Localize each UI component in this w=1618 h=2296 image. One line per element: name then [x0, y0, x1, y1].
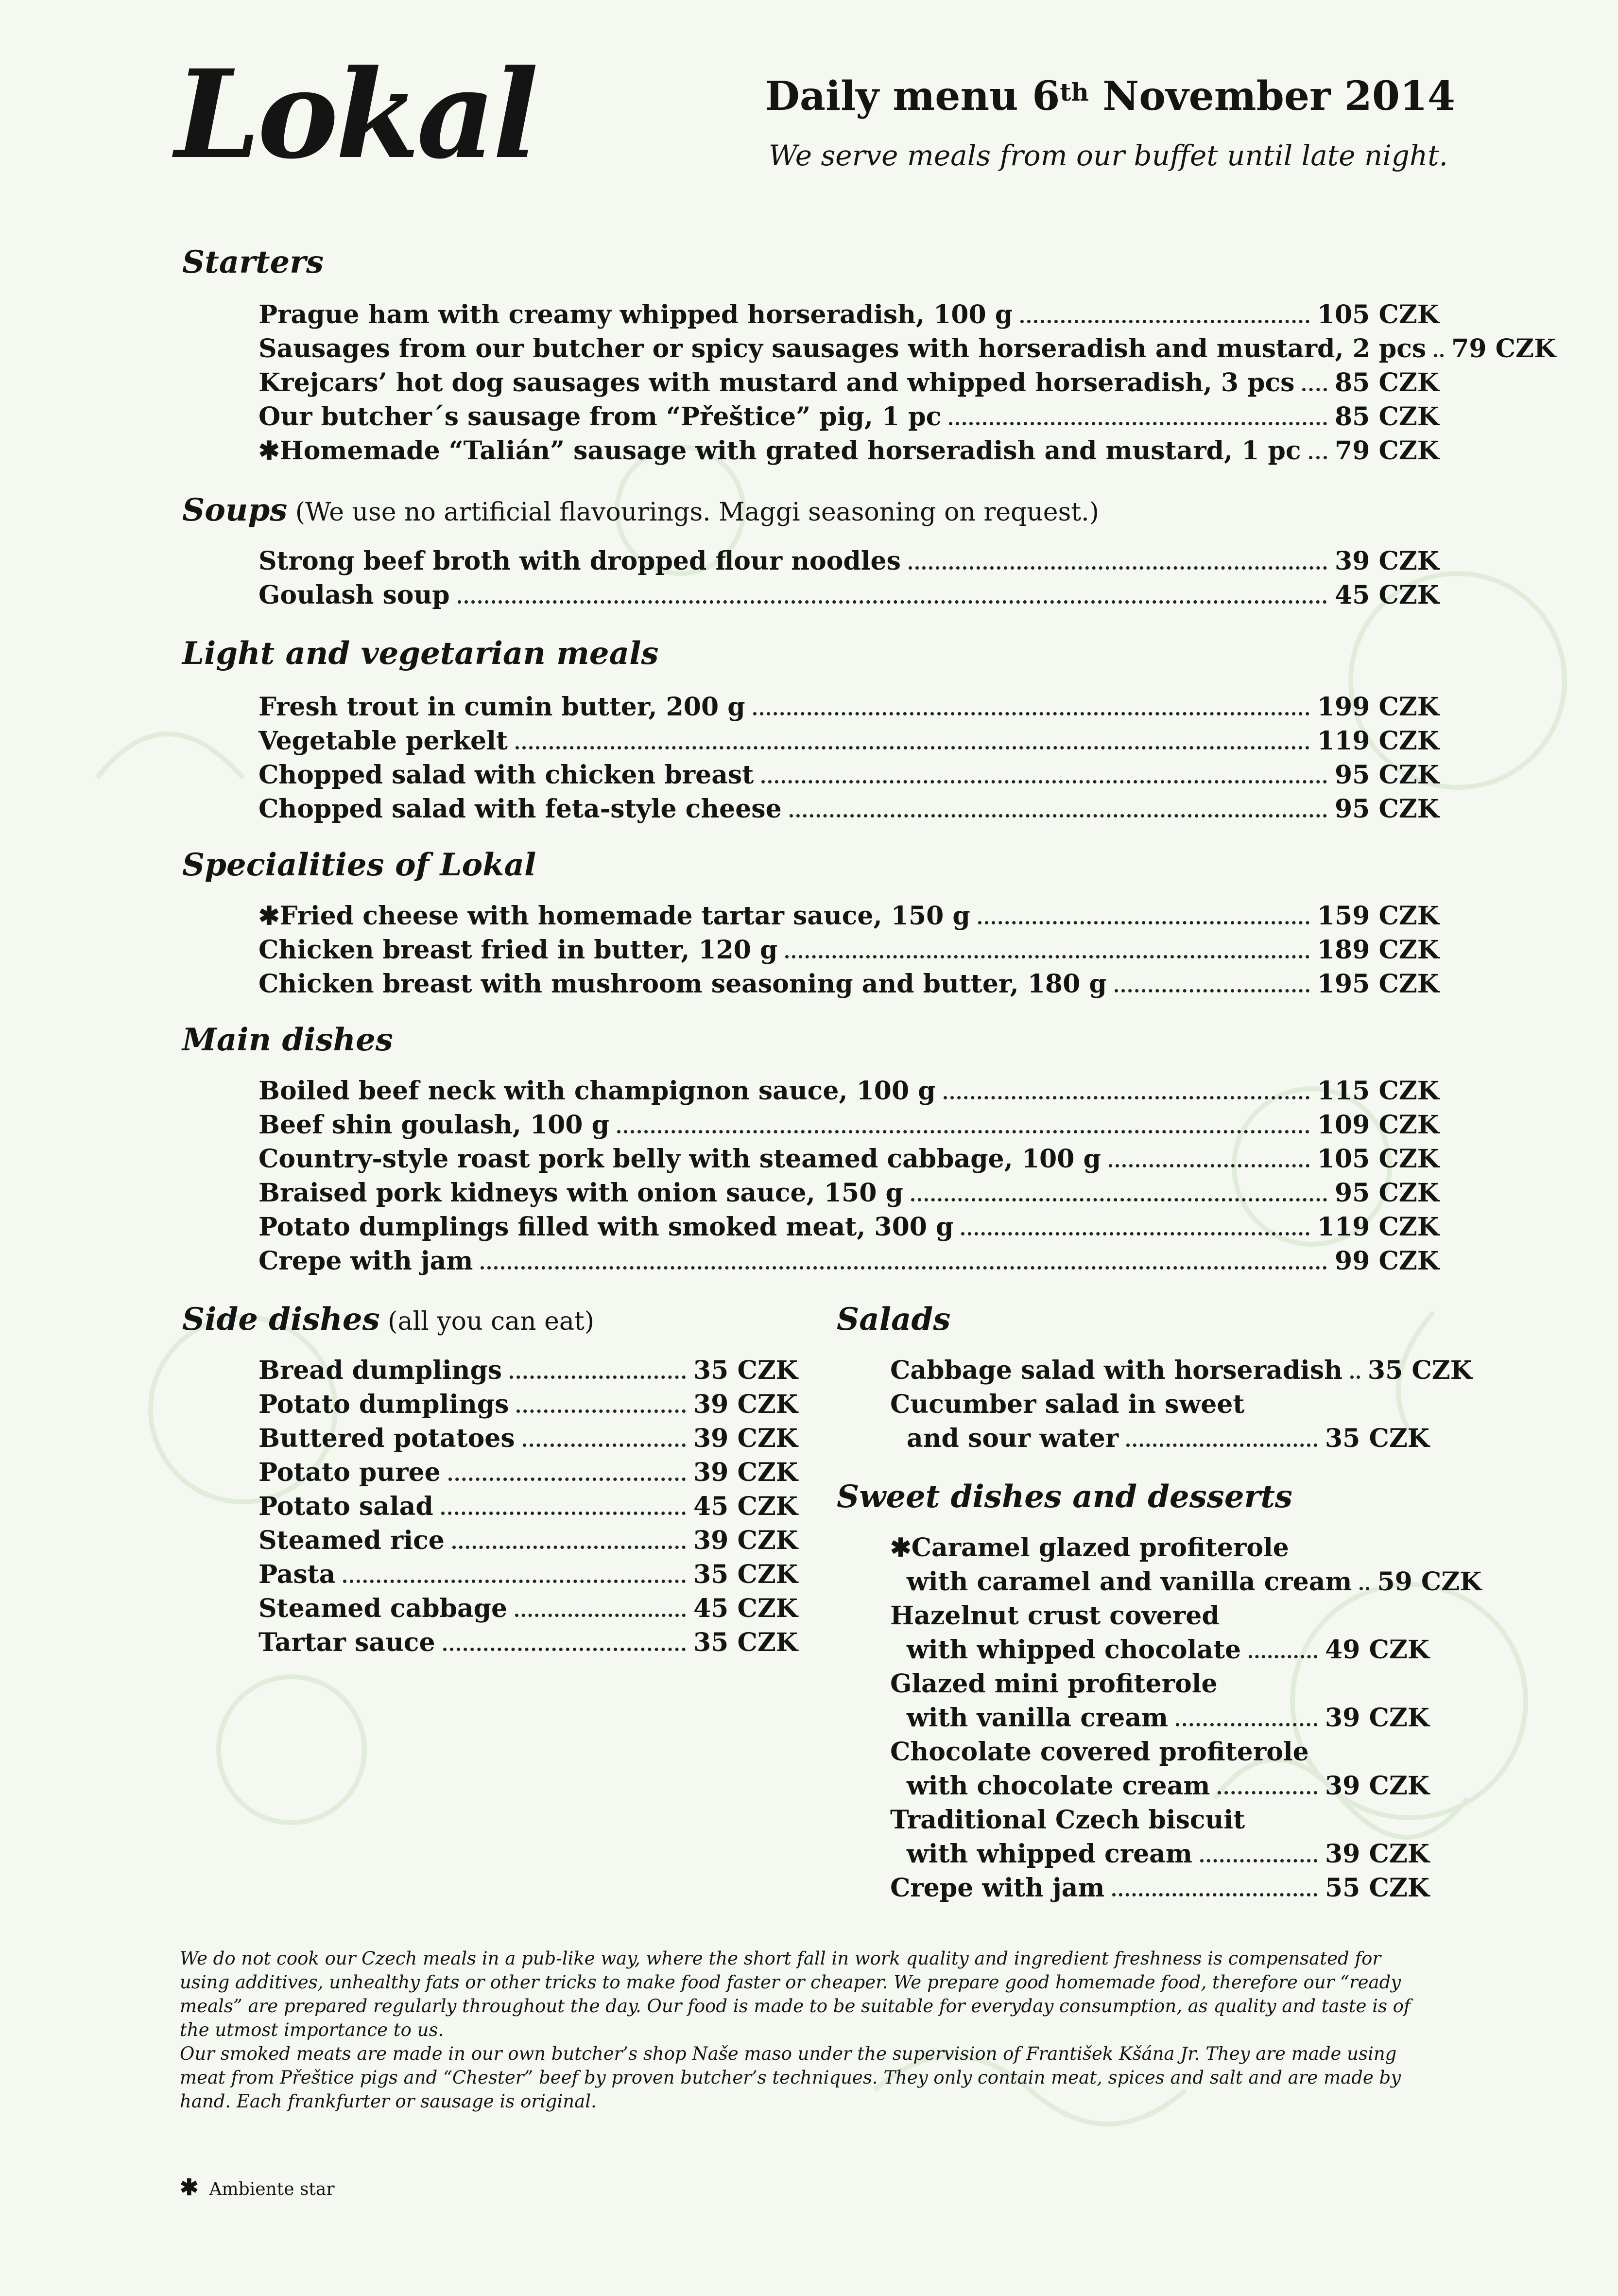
- item-price: 195 CZK: [1317, 969, 1439, 999]
- item-price: 119 CZK: [1317, 726, 1439, 756]
- dot-leader: [1112, 1893, 1317, 1896]
- menu-item: [258, 1388, 798, 1422]
- legend-text: Ambiente star: [209, 2179, 335, 2199]
- menu-item: [258, 792, 1439, 826]
- item-price: 35 CZK: [693, 1356, 798, 1385]
- dot-leader: [1200, 1859, 1317, 1862]
- item-name: Sausages from our butcher or spicy sausages with horseradish and mustard, 2 pcs: [258, 334, 1427, 364]
- item-name: Crepe with jam: [258, 1246, 473, 1276]
- menu-subtitle: We serve meals from our buffet until late night.: [768, 139, 1448, 172]
- item-name: Potato salad: [258, 1492, 433, 1521]
- item-name: Vegetable perkelt: [258, 726, 508, 756]
- dot-leader: [515, 1614, 686, 1617]
- item-price: 95 CZK: [1334, 760, 1439, 790]
- menu-item: [258, 298, 1439, 332]
- item-name: ✱Homemade “Talián” sausage with grated horseradish and mustard, 1 pc: [258, 436, 1301, 466]
- item-name: Steamed cabbage: [258, 1594, 508, 1623]
- item-price: 39 CZK: [1334, 546, 1439, 576]
- menu-item: [258, 1108, 1439, 1142]
- item-name: Bread dumplings: [258, 1356, 502, 1385]
- menu-date-title: Daily menu 6th November 2014: [765, 73, 1455, 120]
- dot-leader: [481, 1266, 1327, 1270]
- item-price: 39 CZK: [1325, 1771, 1429, 1801]
- item-price: 105 CZK: [1317, 300, 1439, 330]
- item-price: 199 CZK: [1317, 692, 1439, 722]
- salads-list: [890, 1354, 1472, 1456]
- item-price: 39 CZK: [1325, 1839, 1429, 1869]
- item-name: Buttered potatoes: [258, 1424, 515, 1453]
- dot-leader: [516, 1409, 686, 1413]
- item-price: 79 CZK: [1451, 334, 1556, 364]
- soups-note: (We use no artificial flavourings. Maggi seasoning on request.): [287, 498, 1099, 527]
- item-name: Chicken breast with mushroom seasoning and butter, 180 g: [258, 969, 1107, 999]
- item-price: 115 CZK: [1317, 1076, 1439, 1106]
- dot-leader: [516, 746, 1309, 749]
- main-dishes-list: [258, 1074, 1439, 1278]
- item-name-line: Hazelnut crust covered: [890, 1601, 1220, 1631]
- menu-item: [258, 332, 1556, 366]
- item-price: 99 CZK: [1334, 1246, 1439, 1276]
- item-name: with caramel and vanilla cream: [907, 1567, 1352, 1597]
- menu-item: [258, 1422, 798, 1456]
- item-name: Potato dumplings filled with smoked meat, 300 g: [258, 1212, 954, 1242]
- item-name: Boiled beef neck with champignon sauce, 100 g: [258, 1076, 936, 1106]
- menu-item: [258, 1210, 1439, 1244]
- section-title-salads: Salads: [837, 1301, 951, 1338]
- menu-item: [258, 899, 1439, 933]
- desserts-list: [890, 1531, 1482, 1905]
- dot-leader: [617, 1130, 1309, 1133]
- item-price: 39 CZK: [693, 1424, 798, 1453]
- legend: [180, 2175, 335, 2202]
- item-price: 35 CZK: [693, 1560, 798, 1589]
- dot-leader: [448, 1478, 686, 1481]
- menu-item: [258, 1244, 1439, 1278]
- star-icon: ✱: [180, 2174, 199, 2200]
- menu-item: [258, 758, 1439, 792]
- dot-leader: [1109, 1164, 1309, 1167]
- dot-leader: [785, 955, 1309, 958]
- section-title-specialities: Specialities of Lokal: [182, 847, 536, 883]
- item-price: 45 CZK: [693, 1594, 798, 1623]
- item-name: Fresh trout in cumin butter, 200 g: [258, 692, 745, 722]
- item-name: Goulash soup: [258, 580, 450, 610]
- footer-paragraph-smoked-meats: Our smoked meats are made in our own butcher’s shop Naše maso under the supervision of František Kšána Jr. They are made using meat from Přeštice pigs and “Chester” beef by proven butcher’s techniques. They only contain meat, spices and salt and are made by hand. Each frankfurter or sausage is original.: [180, 2043, 1401, 2112]
- menu-item: [258, 1524, 798, 1558]
- dot-leader: [761, 780, 1327, 783]
- menu-item: [258, 690, 1439, 724]
- section-title-light-meals: Light and vegetarian meals: [182, 635, 659, 672]
- item-price: 39 CZK: [1325, 1703, 1429, 1733]
- item-price: 45 CZK: [693, 1492, 798, 1521]
- soups-list: [258, 544, 1439, 612]
- item-name: Pasta: [258, 1560, 336, 1589]
- item-name: Strong beef broth with dropped flour noodles: [258, 546, 901, 576]
- menu-item: [258, 933, 1439, 967]
- dot-leader: [523, 1444, 686, 1447]
- dot-leader: [961, 1232, 1309, 1235]
- dot-leader: [944, 1096, 1309, 1099]
- item-name: with whipped chocolate: [907, 1635, 1241, 1665]
- starters-list: [258, 298, 1556, 468]
- menu-item: [258, 724, 1439, 758]
- footer-paragraph-cooking: We do not cook our Czech meals in a pub-like way, where the short fall in work quality and ingredient freshness is compensated for using additives, unhealthy fats or other tricks to make food faster or cheaper. We prepare good homemade food, therefore our “ready meals” are prepared regularly throughout the day. Our food is made to be suitable for everyday consumption, as quality and taste is of the utmost importance to us.: [180, 1948, 1411, 2040]
- menu-item: [890, 1837, 1429, 1871]
- dot-leader: [978, 921, 1309, 924]
- dot-leader: [909, 566, 1327, 570]
- section-title-main-dishes: Main dishes: [182, 1022, 393, 1058]
- sides-note: (all you can eat): [379, 1307, 595, 1336]
- section-title-soups: Soups (We use no artificial flavourings. Maggi seasoning on request.): [182, 492, 1099, 528]
- item-price: 79 CZK: [1334, 436, 1439, 466]
- item-price: 119 CZK: [1317, 1212, 1439, 1242]
- item-name-line: Traditional Czech biscuit: [890, 1805, 1245, 1835]
- item-name: Chicken breast fried in butter, 120 g: [258, 935, 778, 965]
- item-name: with chocolate cream: [907, 1771, 1210, 1801]
- dot-leader: [753, 712, 1309, 715]
- item-name-line: Chocolate covered profiterole: [890, 1737, 1309, 1767]
- item-price: 159 CZK: [1317, 901, 1439, 931]
- dot-leader: [1249, 1655, 1317, 1658]
- item-name: Potato puree: [258, 1458, 441, 1487]
- menu-item: [890, 1769, 1429, 1803]
- menu-item: [258, 366, 1439, 400]
- item-name: Chopped salad with feta-style cheese: [258, 794, 782, 824]
- menu-item: [890, 1633, 1429, 1667]
- brand-logo: Lokal: [175, 43, 536, 186]
- menu-item: [258, 1142, 1439, 1176]
- item-price: 49 CZK: [1325, 1635, 1429, 1665]
- dot-leader: [1115, 989, 1309, 992]
- section-title-side-dishes: Side dishes (all you can eat): [182, 1301, 595, 1338]
- menu-item: [890, 1422, 1429, 1456]
- menu-item: [890, 1871, 1429, 1905]
- item-name: Tartar sauce: [258, 1628, 435, 1657]
- light-meals-list: [258, 690, 1439, 826]
- item-price: 45 CZK: [1334, 580, 1439, 610]
- menu-item: [258, 1490, 798, 1524]
- item-name: Our butcher´s sausage from “Přeštice” pig, 1 pc: [258, 402, 942, 432]
- menu-item: [258, 1074, 1439, 1108]
- menu-item: [258, 434, 1439, 468]
- dot-leader: [949, 422, 1327, 425]
- dot-leader: [1350, 1375, 1360, 1379]
- footer-notes: [180, 1947, 1433, 2113]
- item-name-line: ✱Caramel glazed profiterole: [890, 1533, 1289, 1563]
- menu-item: [258, 1354, 798, 1388]
- menu-item: [258, 544, 1439, 578]
- item-name: Chopped salad with chicken breast: [258, 760, 754, 790]
- section-title-starters: Starters: [182, 244, 324, 280]
- item-name: Braised pork kidneys with onion sauce, 150 g: [258, 1178, 903, 1208]
- dot-leader: [790, 814, 1327, 818]
- menu-item: [258, 1592, 798, 1626]
- menu-item: [890, 1354, 1472, 1388]
- menu-item: [258, 400, 1439, 434]
- item-name: ✱Fried cheese with homemade tartar sauce, 150 g: [258, 901, 970, 931]
- item-price: 39 CZK: [693, 1390, 798, 1419]
- menu-item: [258, 1558, 798, 1592]
- item-name-line: Glazed mini profiterole: [890, 1669, 1218, 1699]
- dot-leader: [1302, 388, 1327, 391]
- item-price: 59 CZK: [1377, 1567, 1482, 1597]
- item-name: Crepe with jam: [890, 1873, 1105, 1903]
- menu-item: [890, 1565, 1482, 1599]
- item-name: Cabbage salad with horseradish: [890, 1356, 1343, 1385]
- item-name-line: Cucumber salad in sweet: [890, 1390, 1245, 1419]
- item-name: Krejcars’ hot dog sausages with mustard and whipped horseradish, 3 pcs: [258, 368, 1295, 398]
- item-name: Beef shin goulash, 100 g: [258, 1110, 609, 1140]
- item-price: 85 CZK: [1334, 402, 1439, 432]
- section-title-desserts: Sweet dishes and desserts: [837, 1478, 1292, 1515]
- item-price: 95 CZK: [1334, 1178, 1439, 1208]
- dot-leader: [1360, 1587, 1369, 1590]
- dot-leader: [1434, 354, 1444, 357]
- item-price: 109 CZK: [1317, 1110, 1439, 1140]
- item-price: 95 CZK: [1334, 794, 1439, 824]
- item-price: 55 CZK: [1325, 1873, 1429, 1903]
- menu-item: [258, 578, 1439, 612]
- item-name: with whipped cream: [907, 1839, 1192, 1869]
- dot-leader: [1309, 456, 1327, 459]
- side-dishes-list: [258, 1354, 798, 1660]
- item-name: with vanilla cream: [907, 1703, 1169, 1733]
- dot-leader: [1020, 320, 1309, 323]
- item-price: 39 CZK: [693, 1458, 798, 1487]
- item-name: Prague ham with creamy whipped horseradish, 100 g: [258, 300, 1013, 330]
- item-name: Country-style roast pork belly with steamed cabbage, 100 g: [258, 1144, 1101, 1174]
- menu-item: [258, 1626, 798, 1660]
- dot-leader: [441, 1512, 686, 1515]
- dot-leader: [1218, 1791, 1317, 1794]
- item-price: 35 CZK: [1325, 1424, 1429, 1453]
- menu-item: [258, 1176, 1439, 1210]
- menu-item: [258, 1456, 798, 1490]
- dot-leader: [510, 1375, 686, 1379]
- item-price: 189 CZK: [1317, 935, 1439, 965]
- dot-leader: [443, 1648, 686, 1651]
- item-price: 35 CZK: [1367, 1356, 1472, 1385]
- dot-leader: [911, 1198, 1327, 1201]
- item-price: 105 CZK: [1317, 1144, 1439, 1174]
- dot-leader: [1176, 1723, 1317, 1726]
- dot-leader: [458, 600, 1327, 604]
- item-price: 39 CZK: [693, 1526, 798, 1555]
- menu-item: [890, 1701, 1429, 1735]
- dot-leader: [1126, 1444, 1317, 1447]
- menu-item: [258, 967, 1439, 1001]
- item-price: 35 CZK: [693, 1628, 798, 1657]
- item-name: and sour water: [907, 1424, 1119, 1453]
- dot-leader: [343, 1580, 686, 1583]
- item-name: Potato dumplings: [258, 1390, 509, 1419]
- dot-leader: [452, 1546, 686, 1549]
- specialities-list: [258, 899, 1439, 1001]
- item-name: Steamed rice: [258, 1526, 445, 1555]
- item-price: 85 CZK: [1334, 368, 1439, 398]
